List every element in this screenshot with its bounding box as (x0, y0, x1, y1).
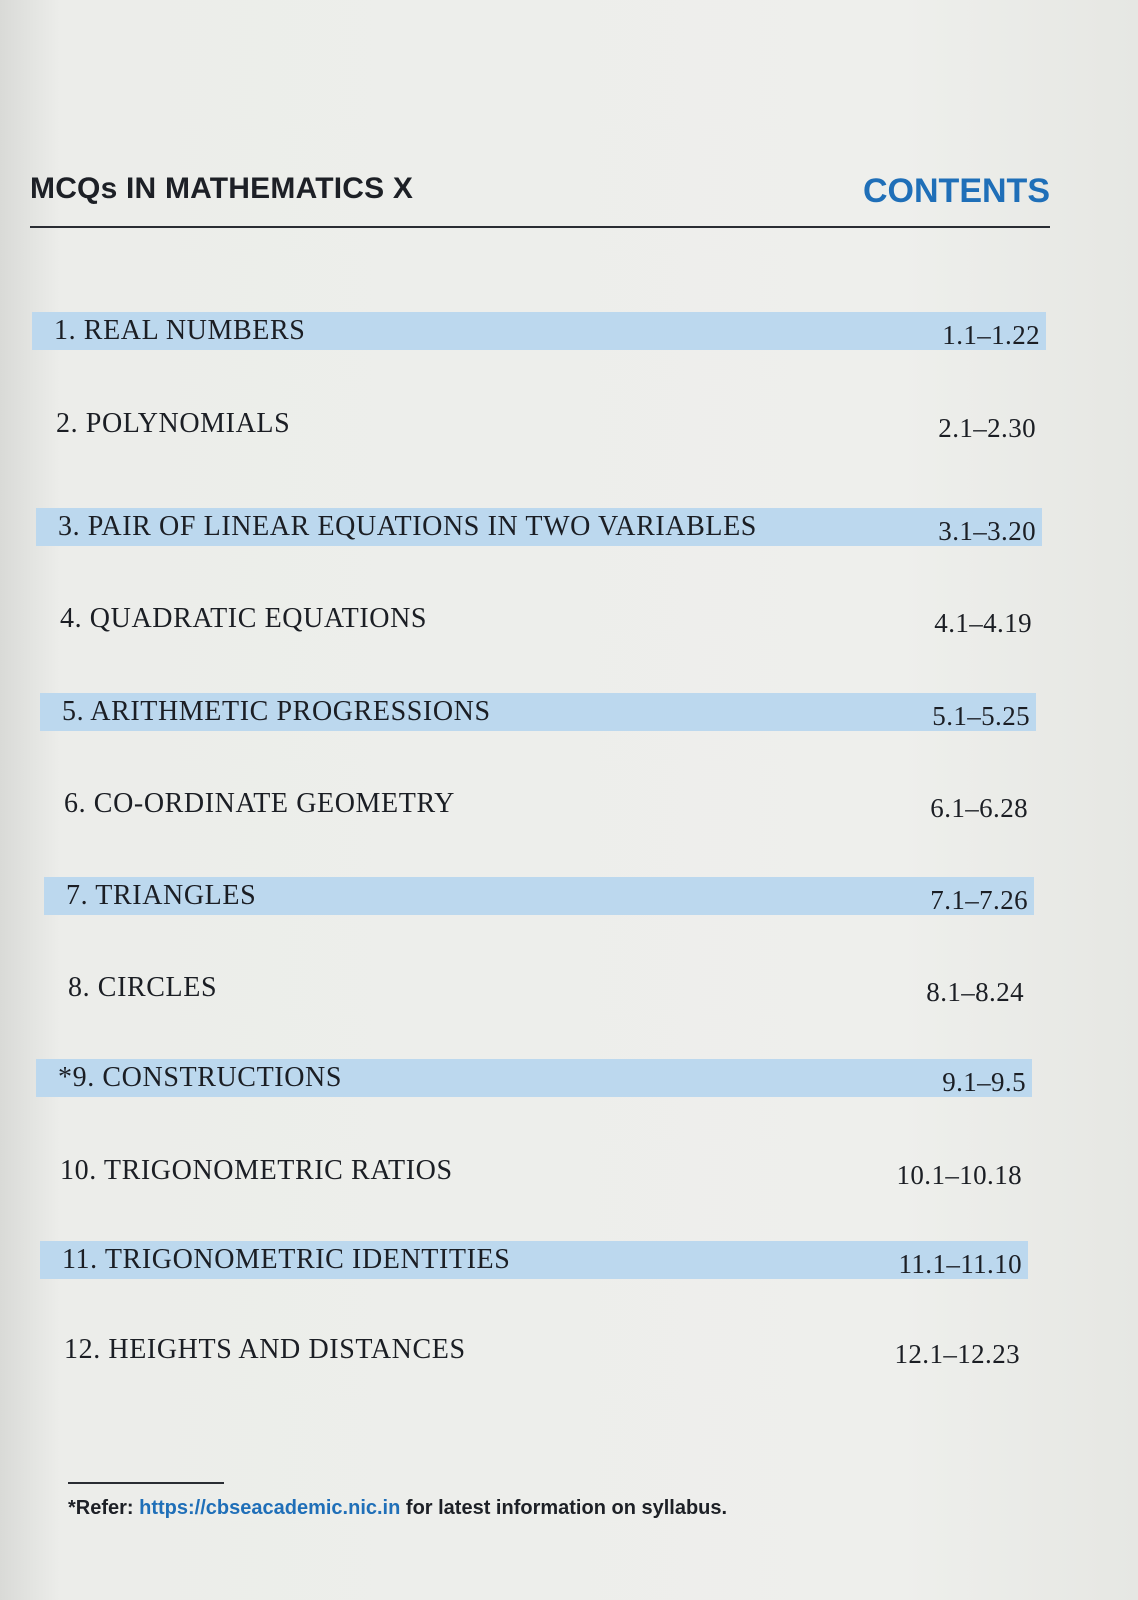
footnote-url-link[interactable]: https://cbseacademic.nic.in (139, 1497, 401, 1519)
toc-entry-quadratic-equations (38, 600, 1038, 638)
toc-entry-title: 6. CO-ORDINATE GEOMETRY (64, 788, 456, 819)
toc-entry-constructions (36, 1059, 1032, 1097)
toc-entry-pages: 5.1–5.25 (932, 701, 1030, 731)
toc-entry-title: 10. TRIGONOMETRIC RATIOS (60, 1155, 453, 1186)
toc-entry-polynomials (34, 405, 1042, 443)
toc-entry-title: 11. TRIGONOMETRIC IDENTITIES (62, 1244, 511, 1275)
footnote-suffix: for latest information on syllabus. (405, 1497, 728, 1519)
toc-entry-pages: 6.1–6.28 (930, 793, 1028, 823)
toc-entry-title: 1. REAL NUMBERS (54, 315, 306, 346)
toc-entry-pages: 3.1–3.20 (938, 516, 1036, 546)
footnote-prefix: *Refer: (68, 1497, 134, 1519)
toc-entry-pages: 7.1–7.26 (930, 885, 1028, 915)
toc-entry-linear-equations (36, 508, 1042, 546)
toc-entry-pages: 1.1–1.22 (942, 320, 1040, 350)
toc-entry-circles (46, 969, 1030, 1007)
toc-entry-trigonometric-identities (40, 1241, 1028, 1279)
toc-entry-title: 8. CIRCLES (68, 972, 218, 1003)
toc-entry-heights-and-distances (42, 1331, 1026, 1369)
toc-entry-title: 12. HEIGHTS AND DISTANCES (64, 1334, 466, 1365)
toc-entry-trigonometric-ratios (38, 1152, 1028, 1190)
toc-entry-triangles (44, 877, 1034, 915)
toc-entry-title: 3. PAIR OF LINEAR EQUATIONS IN TWO VARIABLES (58, 511, 757, 542)
toc-entry-pages: 9.1–9.5 (942, 1067, 1026, 1097)
toc-entry-title: 2. POLYNOMIALS (56, 408, 291, 439)
toc-entry-title: 7. TRIANGLES (66, 880, 257, 911)
toc-entry-coordinate-geometry (42, 785, 1034, 823)
toc-entry-title: 5. ARITHMETIC PROGRESSIONS (62, 696, 491, 727)
footnote-divider (68, 1482, 224, 1484)
toc-entry-pages: 4.1–4.19 (934, 608, 1032, 638)
toc-entry-pages: 2.1–2.30 (938, 413, 1036, 443)
toc-entry-pages: 8.1–8.24 (926, 977, 1024, 1007)
toc-entry-pages: 12.1–12.23 (894, 1339, 1020, 1369)
toc-entry-arithmetic-progressions (40, 693, 1036, 731)
footnote (68, 1497, 727, 1520)
toc-entry-pages: 11.1–11.10 (898, 1249, 1022, 1279)
toc-entry-title: 4. QUADRATIC EQUATIONS (60, 603, 428, 634)
book-title: MCQs IN MATHEMATICS X (30, 172, 414, 205)
toc-entry-real-numbers (32, 312, 1046, 350)
toc-entry-pages: 10.1–10.18 (896, 1160, 1022, 1190)
toc-entry-title: *9. CONSTRUCTIONS (58, 1062, 343, 1093)
contents-heading: CONTENTS (863, 172, 1050, 210)
